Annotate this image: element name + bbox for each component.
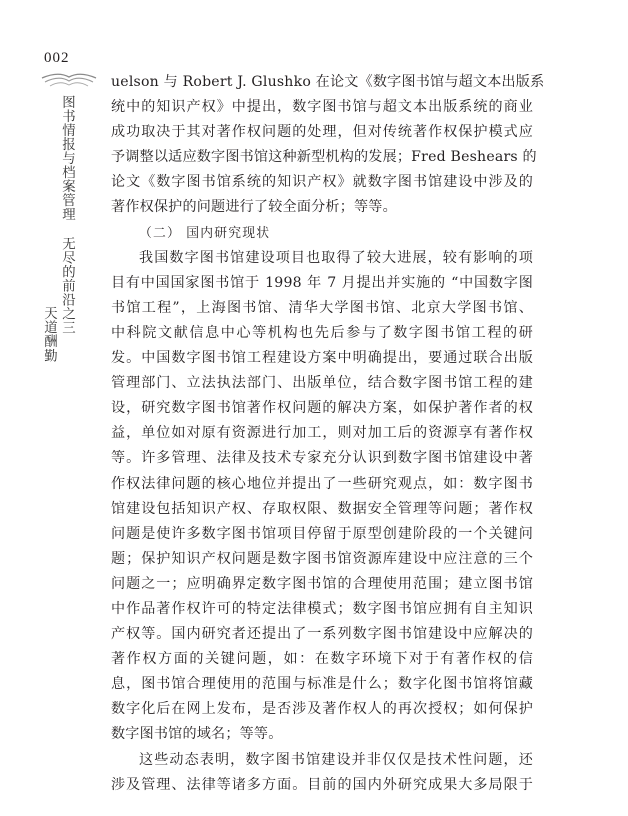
text-line: 管理部门、立法执法部门、出版单位，结合数字图书馆工程的建 (111, 375, 533, 392)
text-line: 等。许多管理、法律及技术专家充分认识到数字图书馆建设中著 (111, 450, 533, 467)
text-line: 产权等。国内研究者还提出了一系列数字图书馆建设中应解决的 (111, 626, 533, 643)
text-line: 这些动态表明，数字图书馆建设并非仅仅是技术性问题，还 (139, 751, 533, 768)
text-line: 中作品著作权许可的特定法律模式；数字图书馆应拥有自主知识 (111, 600, 533, 617)
text-line: 论文《数字图书馆系统的知识产权》就数字图书馆建设中涉及的 (111, 174, 533, 191)
text-line: 予调整以适应数字图书馆这种新型机构的发展；Fred Beshears 的 (111, 149, 537, 166)
text-line: 数字化后在网上发布，是否涉及著作权人的再次授权；如何保护 (111, 701, 533, 718)
section-heading: （二） 国内研究现状 (139, 225, 271, 241)
text-line: 成功取决于其对著作权问题的处理，但对传统著作权保护模式应 (111, 124, 533, 141)
text-line: 题；保护知识产权问题是数字图书馆资源库建设中应注意的三个 (111, 550, 533, 567)
text-line: uelson 与 Robert J. Glushko 在论文《数字图书馆与超文本出版系 (111, 74, 545, 90)
text-line: 发。中国数字图书馆工程建设方案中明确提出，要通过联合出版 (111, 350, 533, 367)
text-line: 数字图书馆的域名；等等。 (111, 726, 283, 743)
running-series-title: 图书情报与档案管理 无尽的前沿之三 (59, 95, 75, 335)
text-line: 益，单位如对原有资源进行加工，则对加工后的资源享有著作权 (111, 425, 533, 442)
text-line: 目有中国国家图书馆于 1998 年 7 月提出并实施的 “中国数字图 (111, 274, 533, 291)
text-line: 涉及管理、法律等诸多方面。目前的国内外研究成果大多局限于 (111, 776, 533, 793)
text-line: 中科院文献信息中心等机构也先后参与了数字图书馆工程的研 (111, 324, 533, 341)
text-line: 问题是使许多数字图书馆项目停留于原型创建阶段的一个关键问 (111, 525, 533, 542)
text-line: 问题之一；应明确界定数字图书馆的合理使用范围；建立图书馆 (111, 575, 533, 592)
text-line: 馆建设包括知识产权、存取权限、数据安全管理等问题；著作权 (111, 500, 533, 517)
text-line: 我国数字图书馆建设项目也取得了较大进展，较有影响的项 (139, 249, 533, 266)
text-line: 书馆工程”，上海图书馆、清华大学图书馆、北京大学图书馆、 (111, 299, 533, 316)
running-author-name: 天道酬勤 (41, 306, 57, 363)
text-line: 著作权保护的问题进行了较全面分析；等等。 (111, 199, 397, 216)
text-line: 设，研究数字图书馆著作权问题的解决方案，如保护著作者的权 (111, 400, 533, 417)
text-line: 息，图书馆合理使用的范围与标准是什么；数字化图书馆将馆藏 (111, 676, 533, 693)
page-number: 002 (44, 50, 70, 66)
body-text (111, 70, 545, 798)
decorative-ornament (40, 72, 98, 88)
text-line: 作权法律问题的核心地位并提出了一些研究观点，如：数字图书 (111, 475, 533, 492)
text-line: 统中的知识产权》中提出，数字图书馆与超文本出版系统的商业 (111, 99, 533, 116)
text-line: 著作权方面的关键问题，如：在数字环境下对于有著作权的信 (111, 651, 533, 668)
